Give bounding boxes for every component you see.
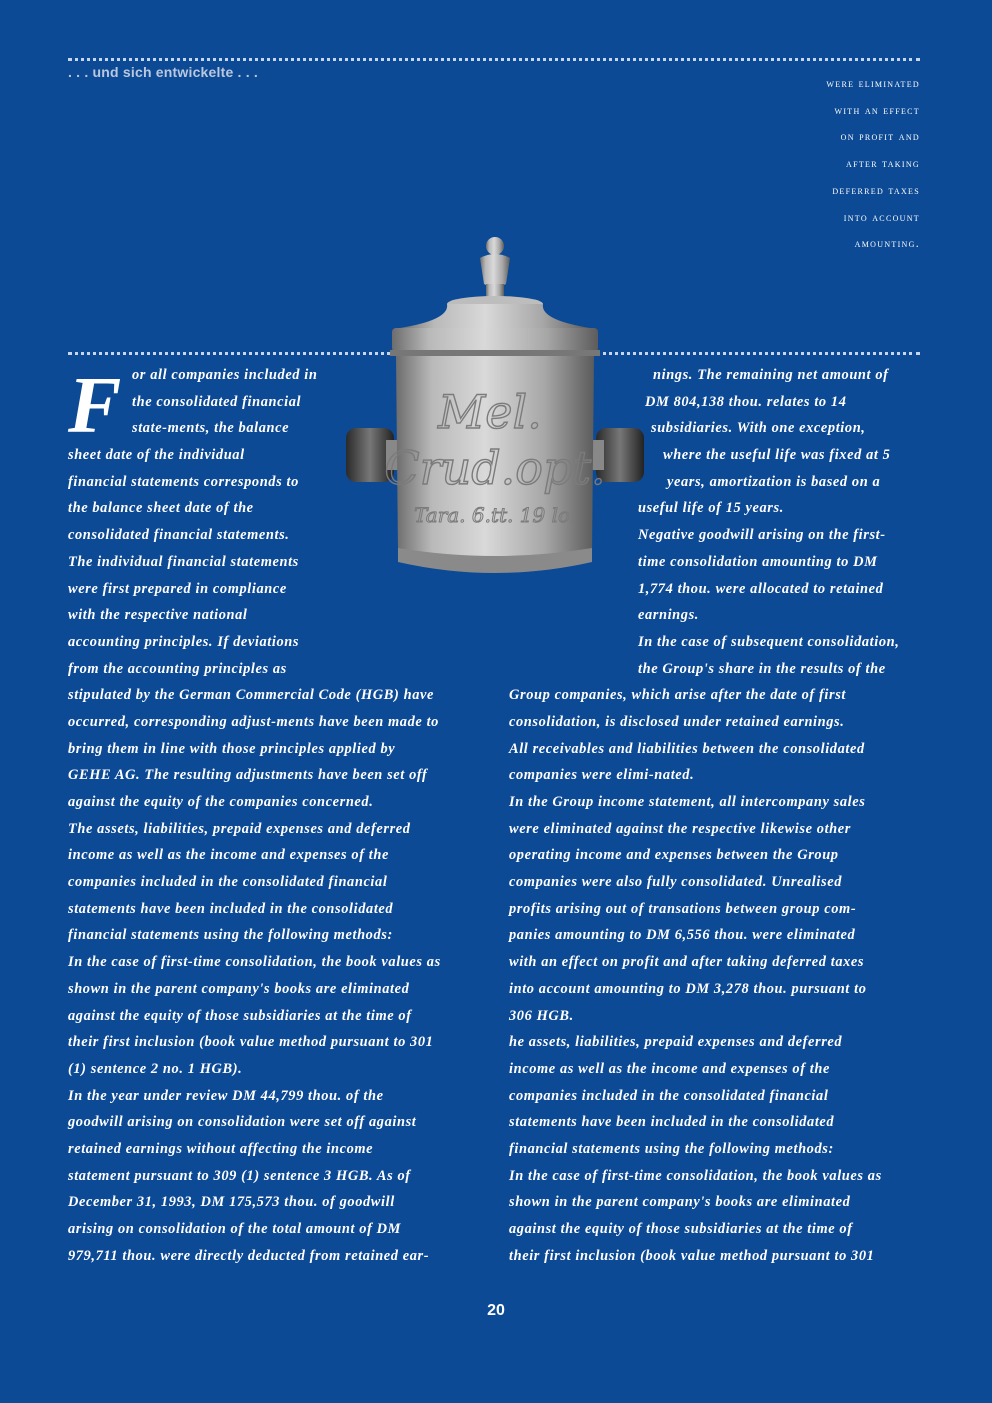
text-line: years, amortization is based on a	[667, 473, 881, 490]
text-line: financial statements using the following methods:	[68, 927, 393, 944]
text-line: (1) sentence 2 no. 1 HGB).	[68, 1060, 243, 1077]
text-line: The individual financial statements	[68, 553, 299, 570]
text-line: companies were elimi-nated.	[509, 767, 695, 784]
text-line: In the year under review DM 44,799 thou. of the	[68, 1087, 384, 1104]
text-line: income as well as the income and expenses of the	[68, 847, 389, 864]
text-line: income as well as the income and expenses of the	[509, 1060, 830, 1077]
text-line: subsidiaries. With one exception,	[651, 420, 866, 437]
text-line: consolidated financial statements.	[68, 527, 290, 544]
text-line: panies amounting to DM 6,556 thou. were eliminated	[509, 927, 856, 944]
left-text-column	[68, 362, 488, 1269]
text-line: In the case of first-time consolidation, the book values as	[68, 954, 441, 971]
text-line: the consolidated financial	[132, 393, 302, 410]
text-line: the balance sheet date of the	[68, 500, 254, 517]
text-line: In the case of first-time consolidation, the book values as	[509, 1167, 882, 1184]
text-line: 306 HGB.	[509, 1007, 574, 1024]
text-line: were eliminated against the respective likewise other	[509, 820, 851, 837]
text-line: consolidation, is disclosed under retained earnings.	[509, 713, 845, 730]
text-line: against the equity of the companies concerned.	[68, 794, 374, 810]
text-line: GEHE AG. The resulting adjustments have been set off	[68, 767, 428, 784]
text-line: bring them in line with those principles applied by	[68, 740, 396, 757]
text-line: Group companies, which arise after the date of first	[509, 687, 847, 704]
text-line: or all companies included in	[132, 367, 318, 383]
pull-quote-line: were eliminated	[826, 76, 920, 90]
text-line: sheet date of the individual	[68, 447, 245, 464]
pull-quote-line: amounting.	[854, 236, 920, 251]
text-line: against the equity of those subsidiaries at the time of	[68, 1007, 412, 1024]
text-line: earnings.	[638, 607, 699, 624]
text-line: their first inclusion (book value method pursuant to 301	[509, 1247, 875, 1264]
pull-quote-line: into account	[843, 209, 920, 224]
text-line: into account amounting to DM 3,278 thou. pursuant to	[509, 980, 867, 997]
page-number: 20	[487, 1302, 505, 1319]
text-line: The assets, liabilities, prepaid expenses and deferred	[68, 820, 411, 837]
text-line: DM 804,138 thou. relates to 14	[645, 393, 847, 410]
pull-quote-line: after taking	[846, 156, 920, 171]
pull-quote-line: deferred taxes	[832, 182, 920, 197]
text-line: time consolidation amounting to DM	[638, 553, 878, 570]
text-line: arising on consolidation of the total amount of DM	[68, 1221, 402, 1237]
text-line: Negative goodwill arising on the first-	[638, 527, 886, 544]
text-line: financial statements corresponds to	[68, 473, 299, 490]
drop-cap: F	[68, 362, 122, 450]
right-text-column	[509, 362, 929, 1269]
text-line: profits arising out of transations between group com-	[509, 900, 857, 917]
text-line: companies included in the consolidated financial	[509, 1087, 829, 1104]
pull-quote-line: with an effect	[834, 102, 920, 117]
text-line: with an effect on profit and after taking deferred taxes	[509, 954, 865, 971]
text-line: statements have been included in the consolidated	[509, 1114, 835, 1131]
text-line: 979,711 thou. were directly deducted from retained ear-	[68, 1247, 430, 1264]
text-line: operating income and expenses between the Group	[509, 847, 839, 864]
text-line: In the case of subsequent consolidation,	[638, 633, 900, 650]
top-dotted-rule	[68, 58, 920, 61]
text-line: with the respective national	[68, 607, 248, 624]
jar-label-line3: Tara. 6.tt. 19 lo.	[413, 503, 577, 527]
text-line: the Group's share in the results of the	[638, 660, 886, 677]
text-line: stipulated by the German Commercial Code (HGB) have	[68, 687, 434, 704]
text-line: 1,774 thou. were allocated to retained	[638, 580, 884, 597]
text-line: nings. The remaining net amount of	[653, 367, 889, 383]
text-line: he assets, liabilities, prepaid expenses and deferred	[509, 1034, 843, 1051]
text-line: shown in the parent company's books are eliminated	[68, 980, 410, 997]
text-line: goodwill arising on consolidation were set off against	[68, 1114, 417, 1131]
text-line: December 31, 1993, DM 175,573 thou. of goodwill	[68, 1194, 395, 1211]
text-line: against the equity of those subsidiaries at the time of	[509, 1221, 853, 1237]
pull-quote-line: on profit and	[840, 129, 920, 144]
text-line: companies were also fully consolidated. Unrealised	[509, 874, 842, 891]
text-line: All receivables and liabilities between the consolidated	[509, 740, 865, 757]
text-line: retained earnings without affecting the income	[68, 1140, 374, 1157]
text-line: their first inclusion (book value method pursuant to 301	[68, 1034, 434, 1051]
text-line: from the accounting principles as	[68, 660, 287, 677]
pull-quote	[700, 70, 920, 257]
text-line: where the useful life was fixed at 5	[663, 447, 891, 464]
text-line: occurred, corresponding adjust-ments have been made to	[68, 713, 439, 730]
text-line: companies included in the consolidated financial	[68, 874, 388, 891]
text-line: In the Group income statement, all intercompany sales	[509, 794, 866, 810]
text-line: shown in the parent company's books are eliminated	[509, 1194, 851, 1211]
jar-label-line1: Mel.	[438, 385, 542, 439]
jar-label-line2: Crud.opt.	[384, 441, 606, 495]
section-kicker: . . . und sich entwickelte . . .	[68, 64, 258, 80]
text-line: statement pursuant to 309 (1) sentence 3 HGB. As of	[68, 1167, 411, 1184]
text-line: useful life of 15 years.	[638, 500, 784, 517]
text-line: state-ments, the balance	[132, 420, 290, 437]
text-line: accounting principles. If deviations	[68, 633, 300, 650]
text-line: statements have been included in the consolidated	[68, 900, 394, 917]
text-line: financial statements using the following methods:	[509, 1140, 834, 1157]
text-line: were first prepared in compliance	[68, 580, 287, 597]
